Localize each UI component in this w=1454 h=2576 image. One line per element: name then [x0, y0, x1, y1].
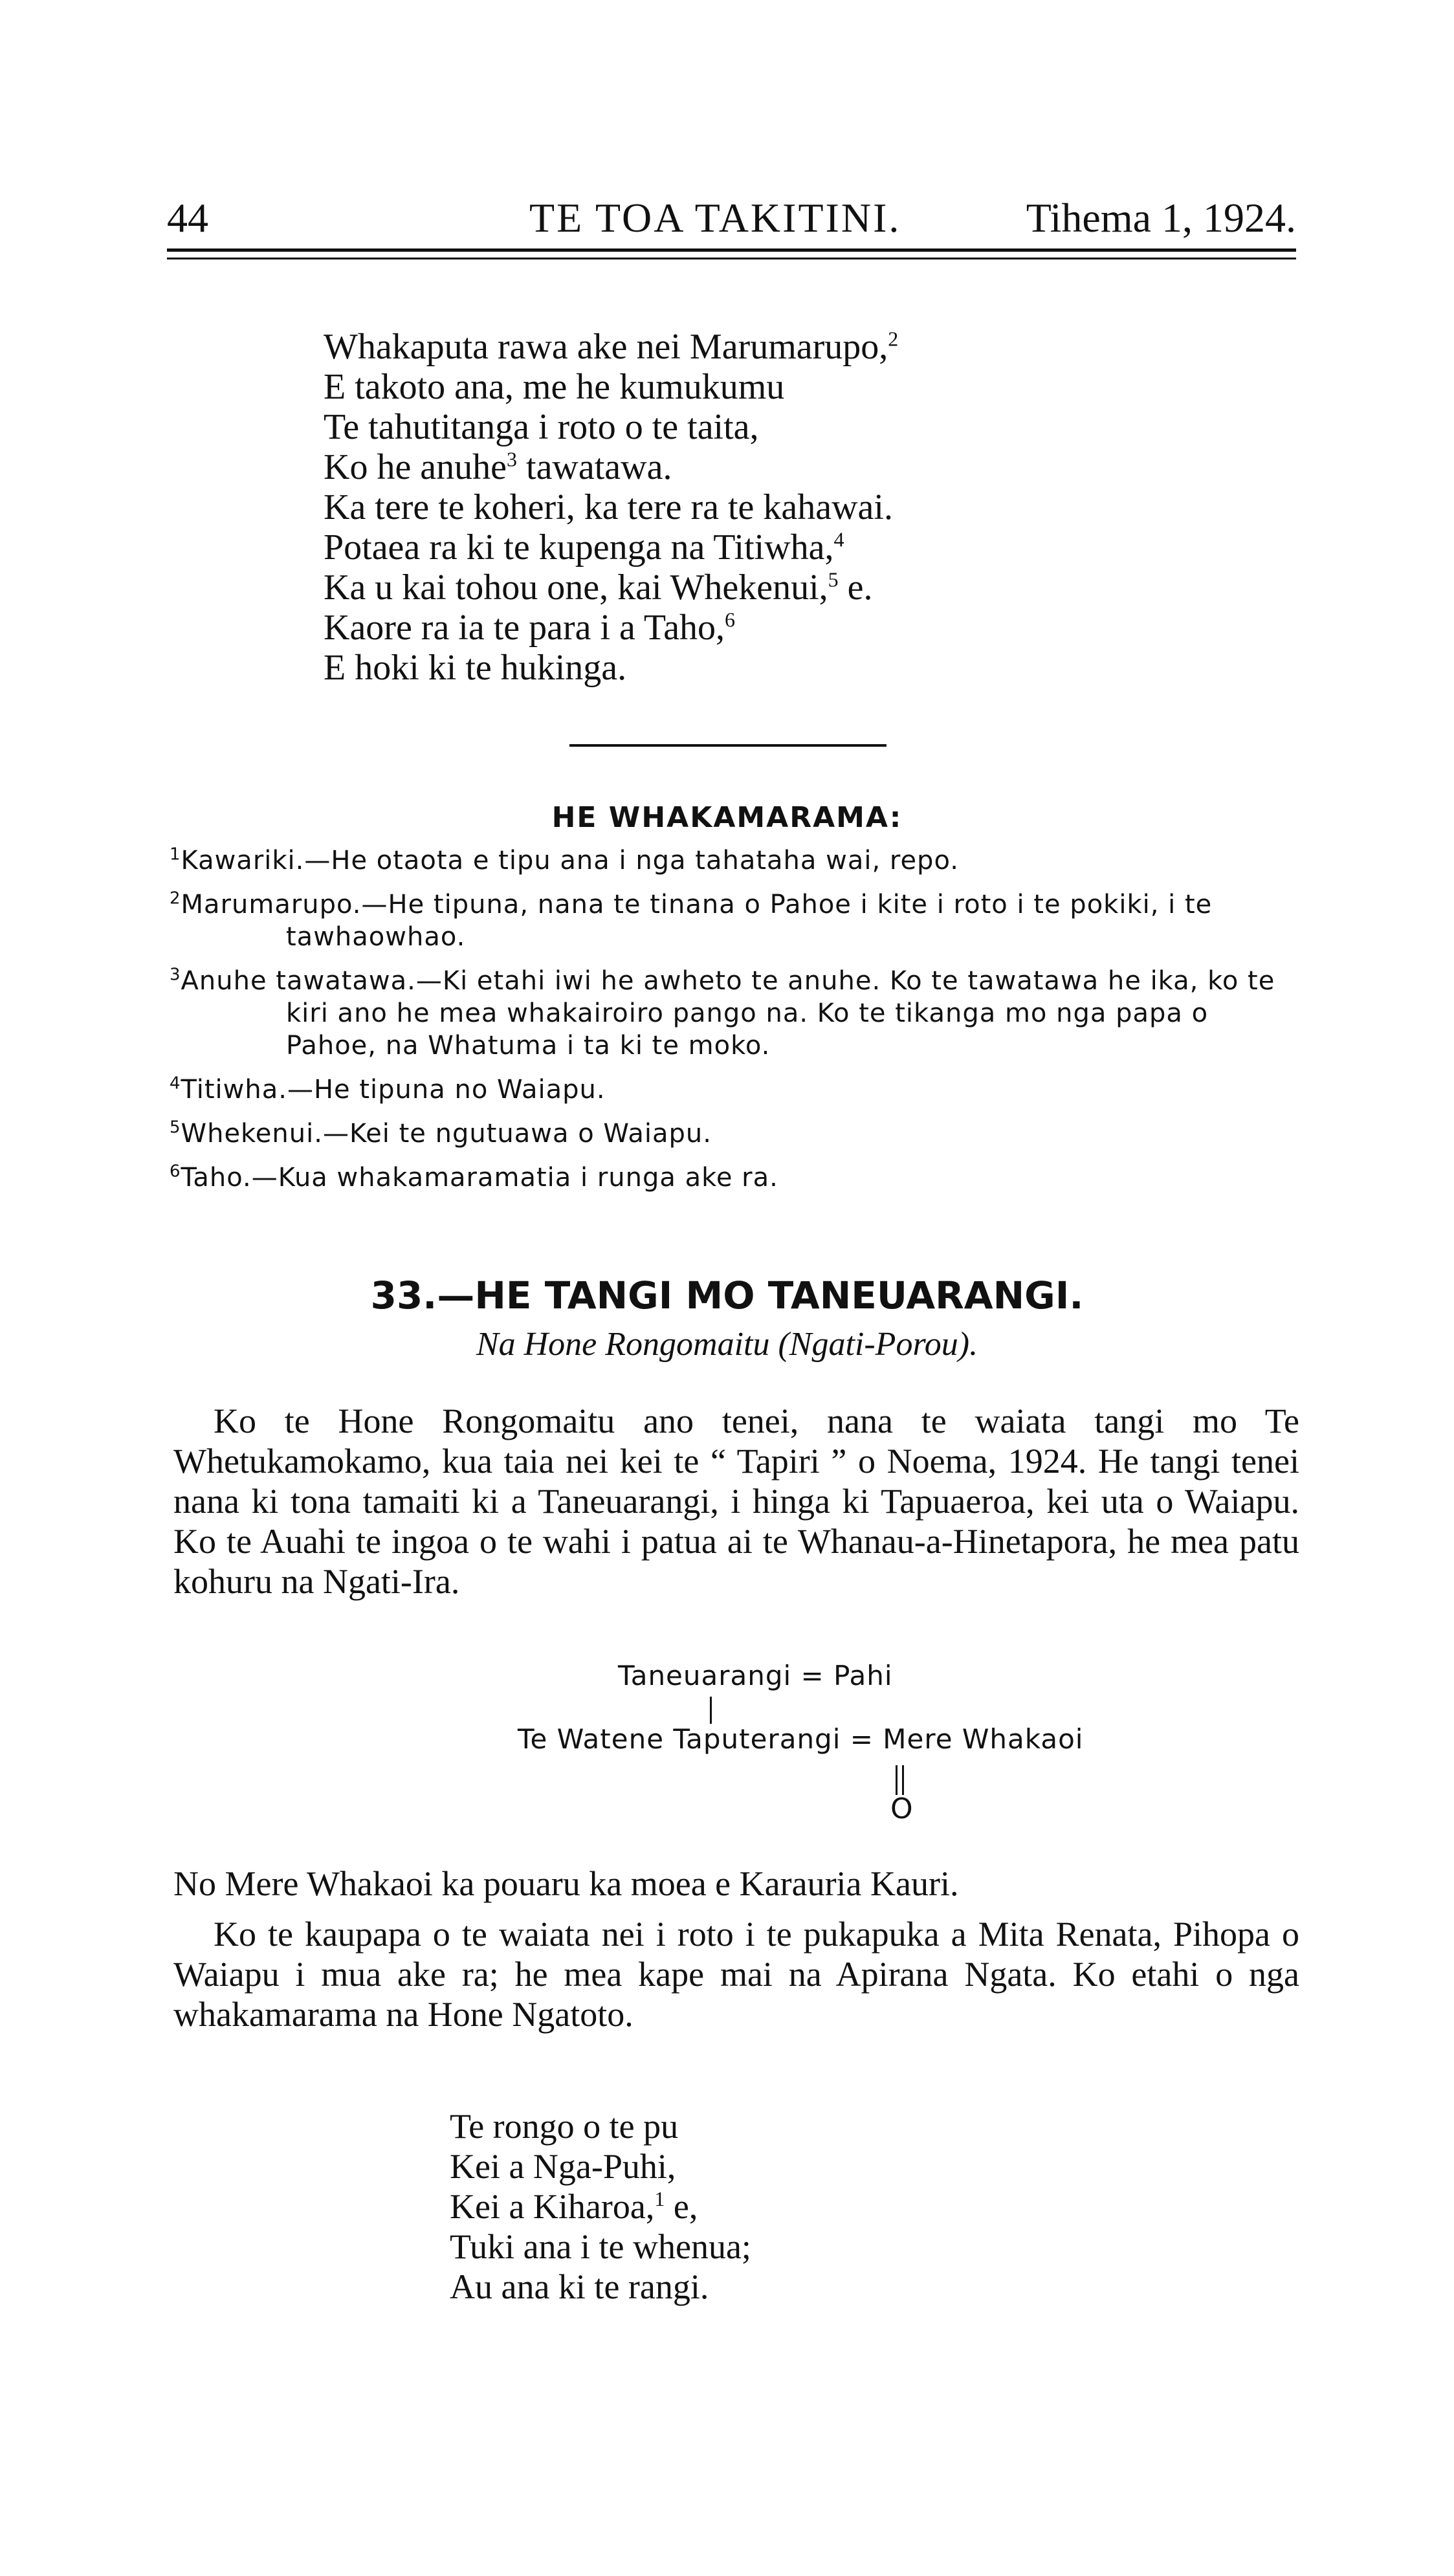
- verse-line: Kei a Kiharoa,$^1$ e,: [450, 2187, 698, 2226]
- note-item: $^6$Taho.—Kua whakamaramatia i runga ake ra.: [170, 1161, 778, 1193]
- page-number: 44: [167, 195, 208, 241]
- journal-title: TE TOA TAKITINI.: [529, 195, 901, 241]
- verse-line: Au ana ki te rangi.: [450, 2267, 709, 2306]
- source-paragraph: Ko te kaupapa o te waiata nei i roto i te pukapuka a Mita Renata, Pihopa o Waiapu i mua ake ra; he mea kape mai na Apirana Ngata. Ko etahi o nga whakamarama na Hone Ngatoto.: [173, 1915, 1299, 2034]
- note-item: $^4$Titiwha.—He tipuna no Waiapu.: [170, 1073, 606, 1105]
- verse-line: Tuki ana i te whenua;: [450, 2227, 751, 2266]
- verse-line: Ka tere te koheri, ka tere ra te kahawai.: [324, 487, 893, 527]
- running-header: [167, 194, 1296, 246]
- verse-top: [324, 327, 898, 688]
- header-rule-thick: [167, 248, 1296, 252]
- intro-paragraph: Ko te Hone Rongomaitu ano tenei, nana te waiata tangi mo Te Whetukamokamo, kua taia nei kei te “ Tapiri ” o Noema, 1924. He tangi tenei nana ki tona tamaiti ki a Taneuarangi, i hinga ki Tapuaeroa, kei uta o Waiapu. Ko te Auahi te ingoa o te wahi i patua ai te Whanau-a-Hinetapora, he mea patu kohuru na Ngati-Ira.: [173, 1402, 1299, 1601]
- genealogy-line-couple: Te Watene Taputerangi = Mere Whakaoi: [518, 1723, 1084, 1755]
- song-author: Na Hone Rongomaitu (Ngati-Porou).: [476, 1326, 978, 1363]
- verse-line: E hoki ki te hukinga.: [324, 648, 627, 688]
- note-item: $^5$Whekenui.—Kei te ngutuawa o Waiapu.: [170, 1117, 712, 1149]
- notes-heading: HE WHAKAMARAMA:: [551, 801, 903, 834]
- verse-line: Ko he anuhe$^3$ tawatawa.: [324, 447, 672, 487]
- note-item: $^1$Kawariki.—He otaota e tipu ana i nga tahataha wai, repo.: [170, 844, 959, 875]
- verse-line: Kei a Nga-Puhi,: [450, 2147, 676, 2186]
- verse-line: Te tahutitanga i roto o te taita,: [324, 407, 759, 447]
- header-rule-thin: [167, 258, 1296, 259]
- verse-line: Potaea ra ki te kupenga na Titiwha,$^4$: [324, 527, 844, 567]
- genealogy-descent-line: [710, 1697, 712, 1724]
- notes-list: [170, 844, 1283, 1205]
- verse-line: E takoto ana, me he kumukumu: [324, 367, 785, 407]
- section-divider: [569, 744, 887, 747]
- verse-line: Ka u kai tohou one, kai Whekenui,$^5$ e.: [324, 567, 873, 608]
- genealogy-line-parents: Taneuarangi = Pahi: [618, 1660, 893, 1691]
- note-item: $^3$Anuhe tawatawa.—Ki etahi iwi he awheto te anuhe. Ko te tawatawa he ika, ko te kiri ano he mea whakairoiro pango na. Ko te tikanga mo nga papa o Pahoe, na Whatuma i ta ki te moko.: [170, 965, 1275, 1061]
- verse-line: Te rongo o te pu: [450, 2107, 679, 2146]
- genealogy-child: O: [890, 1792, 913, 1825]
- verse-bottom: [450, 2106, 751, 2307]
- genealogy-double-line: [896, 1765, 898, 1795]
- song-title: 33.—HE TANGI MO TANEUARANGI.: [370, 1273, 1084, 1317]
- verse-line: Kaore ra ia te para i a Taho,$^6$: [324, 608, 736, 648]
- verse-line: Whakaputa rawa ake nei Marumarupo,$^2$: [324, 327, 899, 367]
- note-item: $^2$Marumarupo.—He tipuna, nana te tinana o Pahoe i kite i roto i te pokiki, i te tawhaowhao.: [170, 888, 1213, 952]
- genealogy-double-line: [902, 1765, 904, 1795]
- widow-paragraph: No Mere Whakaoi ka pouaru ka moea e Karauria Kauri.: [173, 1864, 959, 1903]
- issue-date: Tihema 1, 1924.: [1026, 195, 1296, 241]
